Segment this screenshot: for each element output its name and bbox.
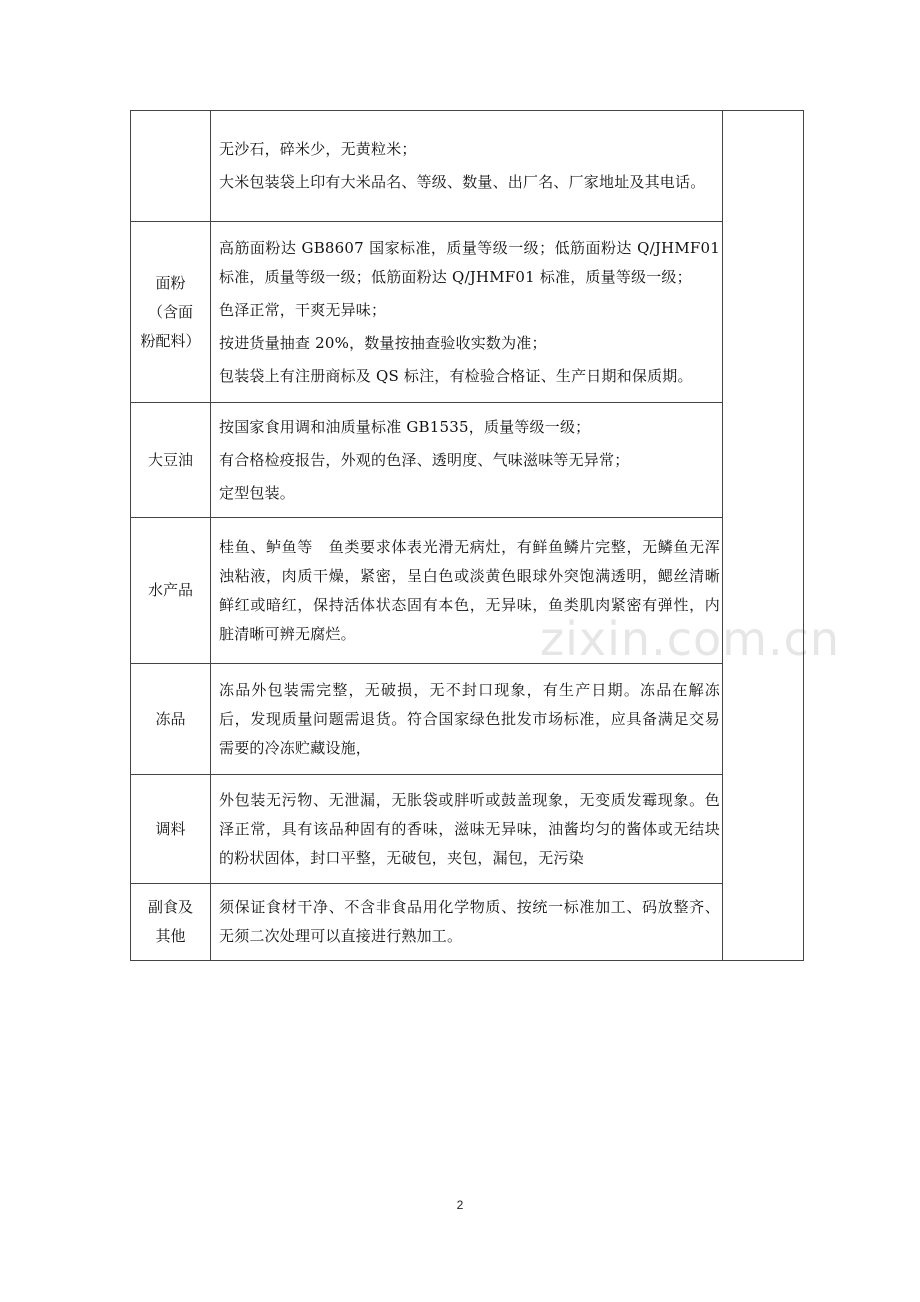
requirement-line: 须保证食材干净、不含非食品用化学物质、按统一标准加工、码放整齐、无须二次处理可以直接进行熟加工。 xyxy=(219,898,720,945)
category-cell xyxy=(131,664,211,775)
category-label: 水产品 xyxy=(147,581,193,599)
category-cell xyxy=(131,518,211,664)
page-number: 2 xyxy=(456,1198,464,1212)
category-cell xyxy=(131,403,211,518)
requirement-cell xyxy=(211,518,723,664)
requirement-line: 高筋面粉达 GB8607 国家标准，质量等级一级；低筋面粉达 Q/JHMF01 标准，质量等级一级；低筋面粉达 Q/JHMF01 标准，质量等级一级； xyxy=(219,238,720,286)
requirement-line: 按进货量抽查 20%，数量按抽查验收实数为准； xyxy=(219,333,547,352)
category-label: 其他 xyxy=(155,927,186,945)
requirement-cell xyxy=(211,403,723,518)
requirement-line: 色泽正常，干爽无异味； xyxy=(219,300,387,319)
requirement-cell xyxy=(211,775,723,884)
category-label: 冻品 xyxy=(155,709,186,728)
category-label: 大豆油 xyxy=(147,450,193,469)
requirement-cell xyxy=(211,111,723,222)
table-row xyxy=(131,403,804,518)
category-cell xyxy=(131,884,211,961)
table-row xyxy=(131,775,804,884)
requirement-line: 外包装无污物、无泄漏，无胀袋或胖听或鼓盖现象，无变质发霉现象。色泽正常，具有该品种固有的香味，滋味无异味，油酱均匀的酱体或无结块的粉状固体，封口平整，无破包，夹包，漏包，无污染 xyxy=(219,790,720,867)
requirement-line: 桂鱼、鲈鱼等 鱼类要求体表光滑无病灶，有鲜鱼鳞片完整，无鳞鱼无浑浊粘液，肉质干燥，紧密，呈白色或淡黄色眼球外突饱满透明，鳃丝清晰鲜红或暗红，保持活体状态固有本色，无异味，鱼类肌肉紧密有弹性，内脏清晰可辨无腐烂。 xyxy=(219,537,720,643)
category-cell xyxy=(131,222,211,403)
requirement-cell xyxy=(211,664,723,775)
remarks-cell xyxy=(723,111,804,961)
requirement-line: 有合格检疫报告，外观的色泽、透明度、气味滋味等无异常； xyxy=(219,450,630,469)
requirement-line: 定型包装。 xyxy=(219,483,296,502)
category-label: 调料 xyxy=(155,819,186,838)
category-label: 面粉 xyxy=(155,273,186,292)
requirement-cell xyxy=(211,884,723,961)
category-label: 副食及 xyxy=(147,898,193,916)
ingredient-spec-table xyxy=(130,110,804,961)
requirement-line: 无沙石，碎米少，无黄粒米； xyxy=(219,140,417,158)
table-row xyxy=(131,518,804,664)
category-label: （含面 xyxy=(147,302,193,321)
requirement-line: 大米包装袋上印有大米品名、等级、数量、出厂名、厂家地址及其电话。 xyxy=(219,173,706,191)
category-cell xyxy=(131,775,211,884)
table-row xyxy=(131,111,804,222)
watermark: zixin.com.cn xyxy=(540,612,841,666)
table-row xyxy=(131,884,804,961)
table-row xyxy=(131,222,804,403)
requirement-line: 冻品外包装需完整，无破损，无不封口现象，有生产日期。冻品在解冻后，发现质量问题需退货。符合国家绿色批发市场标准，应具备满足交易需要的冷冻贮藏设施， xyxy=(219,680,720,757)
requirement-cell xyxy=(211,222,723,403)
requirement-line: 包装袋上有注册商标及 QS 标注，有检验合格证、生产日期和保质期。 xyxy=(219,366,693,385)
requirement-line: 按国家食用调和油质量标准 GB1535，质量等级一级； xyxy=(219,417,591,436)
category-label: 粉配料） xyxy=(140,331,201,350)
category-cell xyxy=(131,111,211,222)
table-row xyxy=(131,664,804,775)
